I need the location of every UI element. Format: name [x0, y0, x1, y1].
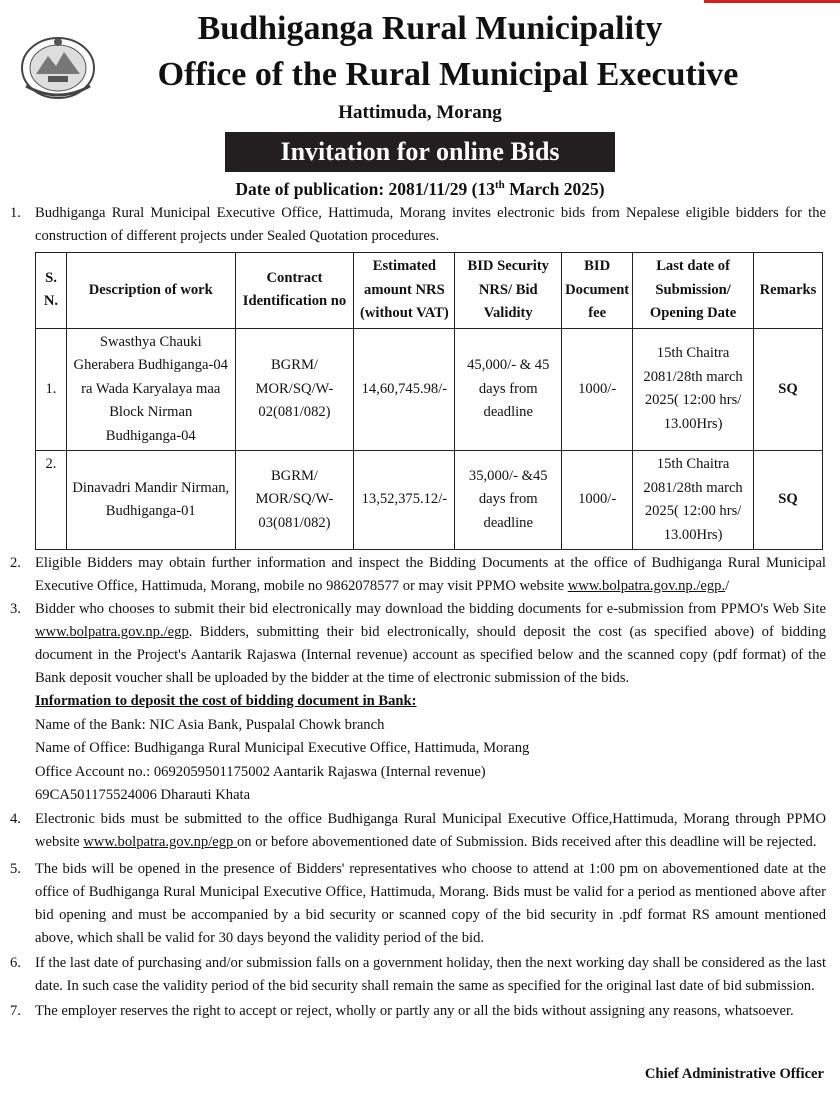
bids-table [35, 252, 823, 550]
cell-last-date: 15th Chaitra 2081/28th march 2025( 12:00 hrs/ 13.00Hrs) [633, 451, 754, 550]
signature: Chief Administrative Officer [644, 1066, 824, 1082]
col-contract-id: Contract Identification no [235, 253, 354, 329]
municipality-title: Budhiganga Rural Municipality [197, 10, 663, 47]
cell-estimated-amount: 14,60,745.98/- [354, 328, 455, 451]
cell-bid-security: 35,000/- &45 days from deadline [455, 451, 562, 550]
ppmo-link[interactable]: www.bolpatra.gov.np./egp [35, 624, 189, 640]
clause-4: 4. Electronic bids must be submitted to the office Budhiganga Rural Municipal Executive Office,Hattimuda, Morang through PPMO website www.bolpatra.gov.np/egp on or before abovementioned date of Submission. Bids received after this deadline will be rejected. [10, 810, 826, 850]
cell-estimated-amount: 13,52,375.12/- [354, 451, 455, 550]
bank-khata: 69CA501175524006 Dharauti Khata [35, 787, 251, 803]
bank-info-heading: Information to deposit the cost of bidding document in Bank: [35, 693, 417, 709]
clause-7: 7. The employer reserves the right to accept or reject, wholly or partly any or all the bids without assigning any reasons, whatsoever. [10, 1002, 794, 1019]
cell-contract-id: BGRM/ MOR/SQ/W-03(081/082) [235, 451, 354, 550]
notice-body [10, 202, 826, 1023]
cell-description: Swasthya Chauki Gherabera Budhiganga-04 ra Wada Karyalaya maa Block Nirman Budhiganga-04 [66, 328, 235, 451]
notice-banner: Invitation for online Bids [225, 132, 615, 172]
col-document-fee: BID Document fee [562, 253, 633, 329]
office-location: Hattimuda, Morang [338, 102, 502, 123]
cell-remarks: SQ [753, 328, 822, 451]
cell-description: Dinavadri Mandir Nirman, Budhiganga-01 [66, 451, 235, 550]
clause-6: 6. If the last date of purchasing and/or submission falls on a government holiday, then the next working day shall be considered as the last date. In such case the validity period of the bid security shall remain the same as specified for the original last date of bid submission. [10, 954, 826, 994]
ppmo-link[interactable]: www.bolpatra.gov.np/egp [83, 833, 237, 850]
table-header-row [36, 253, 823, 329]
bank-name: Name of the Bank: NIC Asia Bank, Puspalal Chowk branch [35, 716, 385, 733]
ppmo-link[interactable]: www.bolpatra.gov.np./egp. [567, 578, 726, 594]
office-title: Office of the Rural Municipal Executive [157, 56, 739, 93]
cell-sn: 1. [36, 328, 67, 451]
cell-last-date: 15th Chaitra 2081/28th march 2025( 12:00 hrs/ 13.00Hrs) [633, 328, 754, 451]
col-estimated-amount: Estimated amount NRS (without VAT) [354, 253, 455, 329]
table-row [36, 451, 823, 550]
bank-info [10, 690, 826, 808]
bank-office: Name of Office: Budhiganga Rural Municipal Executive Office, Hattimuda, Morang [35, 740, 530, 756]
col-last-date: Last date of Submission/ Opening Date [633, 253, 754, 329]
col-bid-security: BID Security NRS/ Bid Validity [455, 253, 562, 329]
cell-remarks: SQ [753, 451, 822, 550]
bank-account: Office Account no.: 0692059501175002 Aantarik Rajaswa (Internal revenue) [35, 763, 486, 780]
col-description: Description of work [66, 253, 235, 329]
cell-document-fee: 1000/- [562, 451, 633, 550]
cell-sn: 2. [36, 451, 67, 550]
col-remarks: Remarks [753, 253, 822, 329]
notice-header [0, 0, 840, 126]
publication-date: Date of publication: 2081/11/29 (13th March 2025) [235, 179, 605, 199]
table-row [36, 328, 823, 451]
clause-1: 1. Budhiganga Rural Municipal Executive Office, Hattimuda, Morang invites electronic bids from Nepalese eligible bidders for the construction of different projects under Sealed Quotation procedures. [10, 205, 826, 244]
cell-bid-security: 45,000/- & 45 days from deadline [455, 328, 562, 451]
cell-document-fee: 1000/- [562, 328, 633, 451]
clause-5: 5. The bids will be opened in the presence of Bidders' representatives who choose to attend at 1:00 pm on abovementioned date at the office of Budhiganga Rural Municipal Executive Office, Hattimuda, Morang. Bids must be valid for a period as mentioned above after bid opening and must be accompanied by a bid security or scanned copy of the bid security in .pdf format RS amount mentioned above, which shall be valid for 30 days beyond the validity period of the bid. [10, 860, 826, 946]
clause-2: 2. Eligible Bidders may obtain further information and inspect the Bidding Documents at the office of Budhiganga Rural Municipal Executive Office, Hattimuda, Morang, mobile no 9862078577 or may visit PPMO website www.bolpatra.gov.np./egp./ [10, 555, 826, 594]
cell-contract-id: BGRM/ MOR/SQ/W-02(081/082) [235, 328, 354, 451]
clause-3: 3. Bidder who chooses to submit their bid electronically may download the bidding documents for e-submission from PPMO's Web Site www.bolpatra.gov.np./egp. Bidders, submitting their bid electronically, should deposit the cost (as specified above) of bidding document in the Project's Aantarik Rajaswa (Internal revenue) account as specified below and the scanned copy (pdf format) of the Bank deposit voucher shall be uploaded by the bidder at the time of electronic submission of the bids. [10, 601, 826, 686]
col-sn: S. N. [36, 253, 67, 329]
